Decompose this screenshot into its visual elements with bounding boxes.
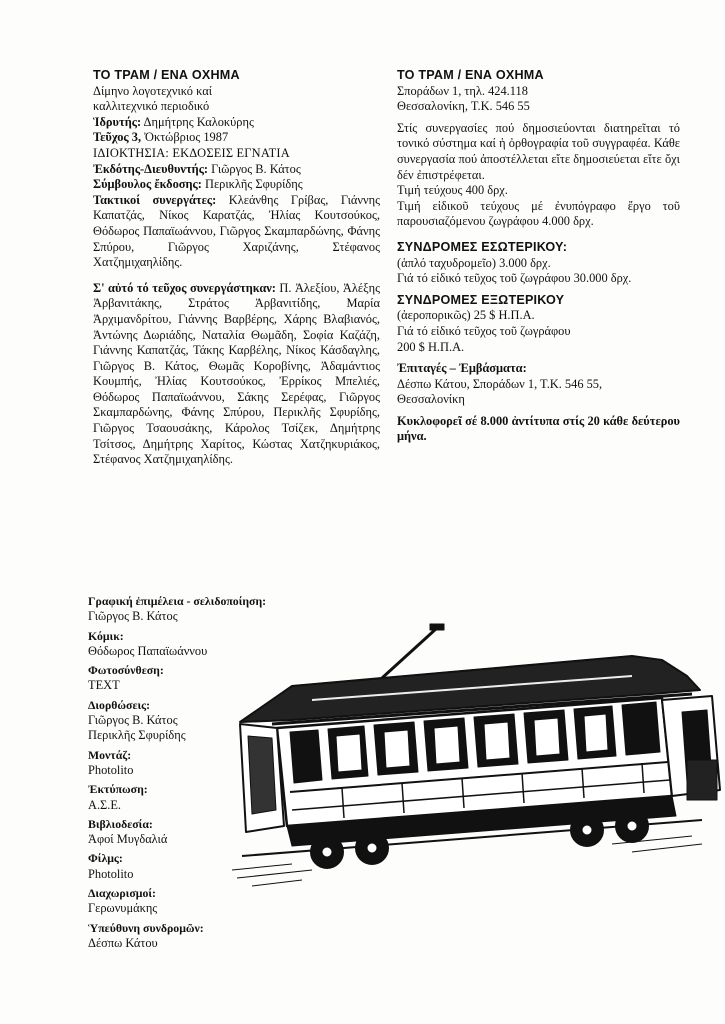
foreign-line-3: 200 $ Η.Π.Α. <box>397 339 465 354</box>
masthead-right-column <box>397 68 680 445</box>
credit-label: Ὑπεύθυνη συνδρομῶν: <box>88 920 204 935</box>
masthead-title-right: ΤΟ ΤΡΑΜ / ΕΝΑ ΟΧΗΜΑ <box>397 68 544 82</box>
ownership-line: ΙΔΙΟΚΤΗΣΙΑ: ΕΚΔΟΣΕΙΣ ΕΓΝΑΤΙΑ <box>93 145 290 160</box>
credit-value: Δέσπω Κάτου <box>88 935 158 950</box>
credit-value: Α.Σ.Ε. <box>88 797 122 812</box>
credit-value: Photolito <box>88 762 134 777</box>
credit-value: TEXT <box>88 678 120 693</box>
regulars-label: Τακτικοί συνεργάτες: <box>93 192 217 207</box>
issue-label: Τεῦχος 3, <box>93 130 142 145</box>
regulars-value: Κλεάνθης Γρίβας, Γιάννης Καπατζάς, Νίκος Καρατζάς, Ἠλίας Κουτσούκος, Θόδωρος Παπαϊωάννου, Γιῶργος Σκαμπαρδώνης, Φάνης Σπύρου, Γιῶργος Χαριζάνης, Στέφανος Χατζημιχαηλίδης. <box>93 192 380 270</box>
founder-value: Δημήτρης Καλοκύρης <box>143 114 254 129</box>
credit-label: Ἐκτύπωση: <box>88 782 148 797</box>
credit-value: Περικλῆς Σφυρίδης <box>88 728 186 743</box>
credit-label: Διαχωρισμοί: <box>88 886 156 901</box>
foreign-line-1: (ἀεροπορικῶς) 25 $ Η.Π.Α. <box>397 308 535 323</box>
contributors-value: Π. Ἀλεξίου, Ἀλέξης Ἀρβανιτάκης, Στράτος Ἀρβανιτίδης, Μαρία Ἀρχιμανδρίτου, Γιάννης Βαρβέρης, Χάρης Βλαβιανός, Ἀντώνης Δωριάδης, Ναταλία Θωμᾶδη, Σοφία Καζάζη, Γιάννης Καπατζάς, Τάκης Καρβέλης, Νίκος Κάσδαγλης, Γιῶργος Β. Κάτος, Θωμᾶς Κοροβίνης, Ἀδαμάντιος Κουμπής, Ἠλίας Κουτσούκος, Ἐρρίκος Μπελιές, Θόδωρος Παπαϊωάννου, Σάκης Σερέφας, Γιῶργος Σκαμπαρδώνης, Φάνης Σπύρου, Περικλῆς Σφυρίδης, Γιῶργος Τσαουσάκης, Κάρολος Τσίζεκ, Δημήτρης Τσίτσος, Δημήτρης Χαρίτος, Κώστας Χατζηκυριάκος, Στέφανος Χατζημιχαηλίδης. <box>93 280 380 467</box>
foreign-subscriptions-title: ΣΥΝΔΡΟΜΕΣ ΕΞΩΤΕΡΙΚΟΥ <box>397 292 565 307</box>
domestic-line-2: Γιά τό εἰδικό τεῦχος τοῦ ζωγράφου 30.000 δρχ. <box>397 271 632 286</box>
founder-label: Ἱδρυτής: <box>93 114 142 129</box>
issue-value: Ὀκτώβριος 1987 <box>144 130 229 145</box>
regulars-paragraph <box>93 193 380 271</box>
credit-value: Γερωνυμάκης <box>88 901 158 916</box>
subtitle-line-1: Δίμηνο λογοτεχνικό καί <box>93 83 213 98</box>
credit-label: Κόμικ: <box>88 628 124 643</box>
address-line-1: Σποράδων 1, τηλ. 424.118 <box>397 83 528 98</box>
masthead-left-column <box>93 68 380 468</box>
editorial-policy: Στίς συνεργασίες πού δημοσιεύονται διατηρεῖται τό τονικό σύστημα καί ἡ ὀρθογραφία τοῦ συγγραφέα. Κάθε συνεργασία πού ἀποστέλλεται εἴτε δημοσιεύεται εἴτε ὄχι δέν ἐπιστρέφεται. <box>397 120 680 182</box>
domestic-subscriptions-title: ΣΥΝΔΡΟΜΕΣ ΕΣΩΤΕΡΙΚΟΥ: <box>397 239 568 254</box>
price-issue: Τιμή τεύχους 400 δρχ. <box>397 183 508 198</box>
credit-label: Διορθώσεις: <box>88 697 151 712</box>
circulation-note: Κυκλοφορεῖ σέ 8.000 ἀντίτυπα στίς 20 κάθε δεύτερου μήνα. <box>397 413 680 444</box>
credit-value: Photolito <box>88 866 134 881</box>
checks-line-2: Θεσσαλονίκη <box>397 392 465 407</box>
checks-label: Ἐπιταγές – Ἐμβάσματα: <box>397 361 527 376</box>
credit-value: Ἀφοί Μυγδαλιά <box>88 832 168 847</box>
domestic-line-1: (ἁπλό ταχυδρομεῖο) 3.000 δρχ. <box>397 255 551 270</box>
founder-line <box>93 115 380 131</box>
advisor-value: Περικλῆς Σφυρίδης <box>205 177 303 192</box>
publisher-value: Γιῶργος Β. Κάτος <box>211 161 301 176</box>
checks-line-1: Δέσπω Κάτου, Σποράδων 1, Τ.Κ. 546 55, <box>397 376 603 391</box>
price-special: Τιμή εἰδικοῦ τεύχους μέ ἐνυπόγραφο ἔργο τοῦ παρουσιαζόμενου ζωγράφου 4.000 δρχ. <box>397 198 680 229</box>
publisher-label: Ἐκδότης-Διευθυντής: <box>93 161 209 176</box>
credit-value: Γιῶργος Β. Κάτος <box>88 713 178 728</box>
masthead-title: ΤΟ ΤΡΑΜ / ΕΝΑ ΟΧΗΜΑ <box>93 68 240 82</box>
contributors-paragraph <box>93 281 380 468</box>
credit-label: Βιβλιοδεσία: <box>88 816 153 831</box>
credit-value: Θόδωρος Παπαϊωάννου <box>88 643 208 658</box>
advisor-label: Σύμβουλος ἔκδοσης: <box>93 177 202 192</box>
subtitle-line-2: καλλιτεχνικό περιοδικό <box>93 99 210 114</box>
issue-line <box>93 130 380 146</box>
contributors-label: Σ' αὐτό τό τεῦχος συνεργάστηκαν: <box>93 280 276 295</box>
publisher-line <box>93 162 380 178</box>
credit-label: Μοντάζ: <box>88 747 132 762</box>
address-line-2: Θεσσαλονίκη, Τ.Κ. 546 55 <box>397 99 530 114</box>
credit-value: Γιῶργος Β. Κάτος <box>88 609 178 624</box>
foreign-line-2: Γιά τό εἰδικό τεῦχος τοῦ ζωγράφου <box>397 323 571 338</box>
credit-label: Γραφική ἐπιμέλεια - σελιδοποίηση: <box>88 594 267 608</box>
advisor-line <box>93 177 380 193</box>
credit-label: Φωτοσύνθεση: <box>88 663 164 678</box>
credit-label: Φίλμς: <box>88 851 123 866</box>
tram-illustration-icon <box>232 620 725 920</box>
